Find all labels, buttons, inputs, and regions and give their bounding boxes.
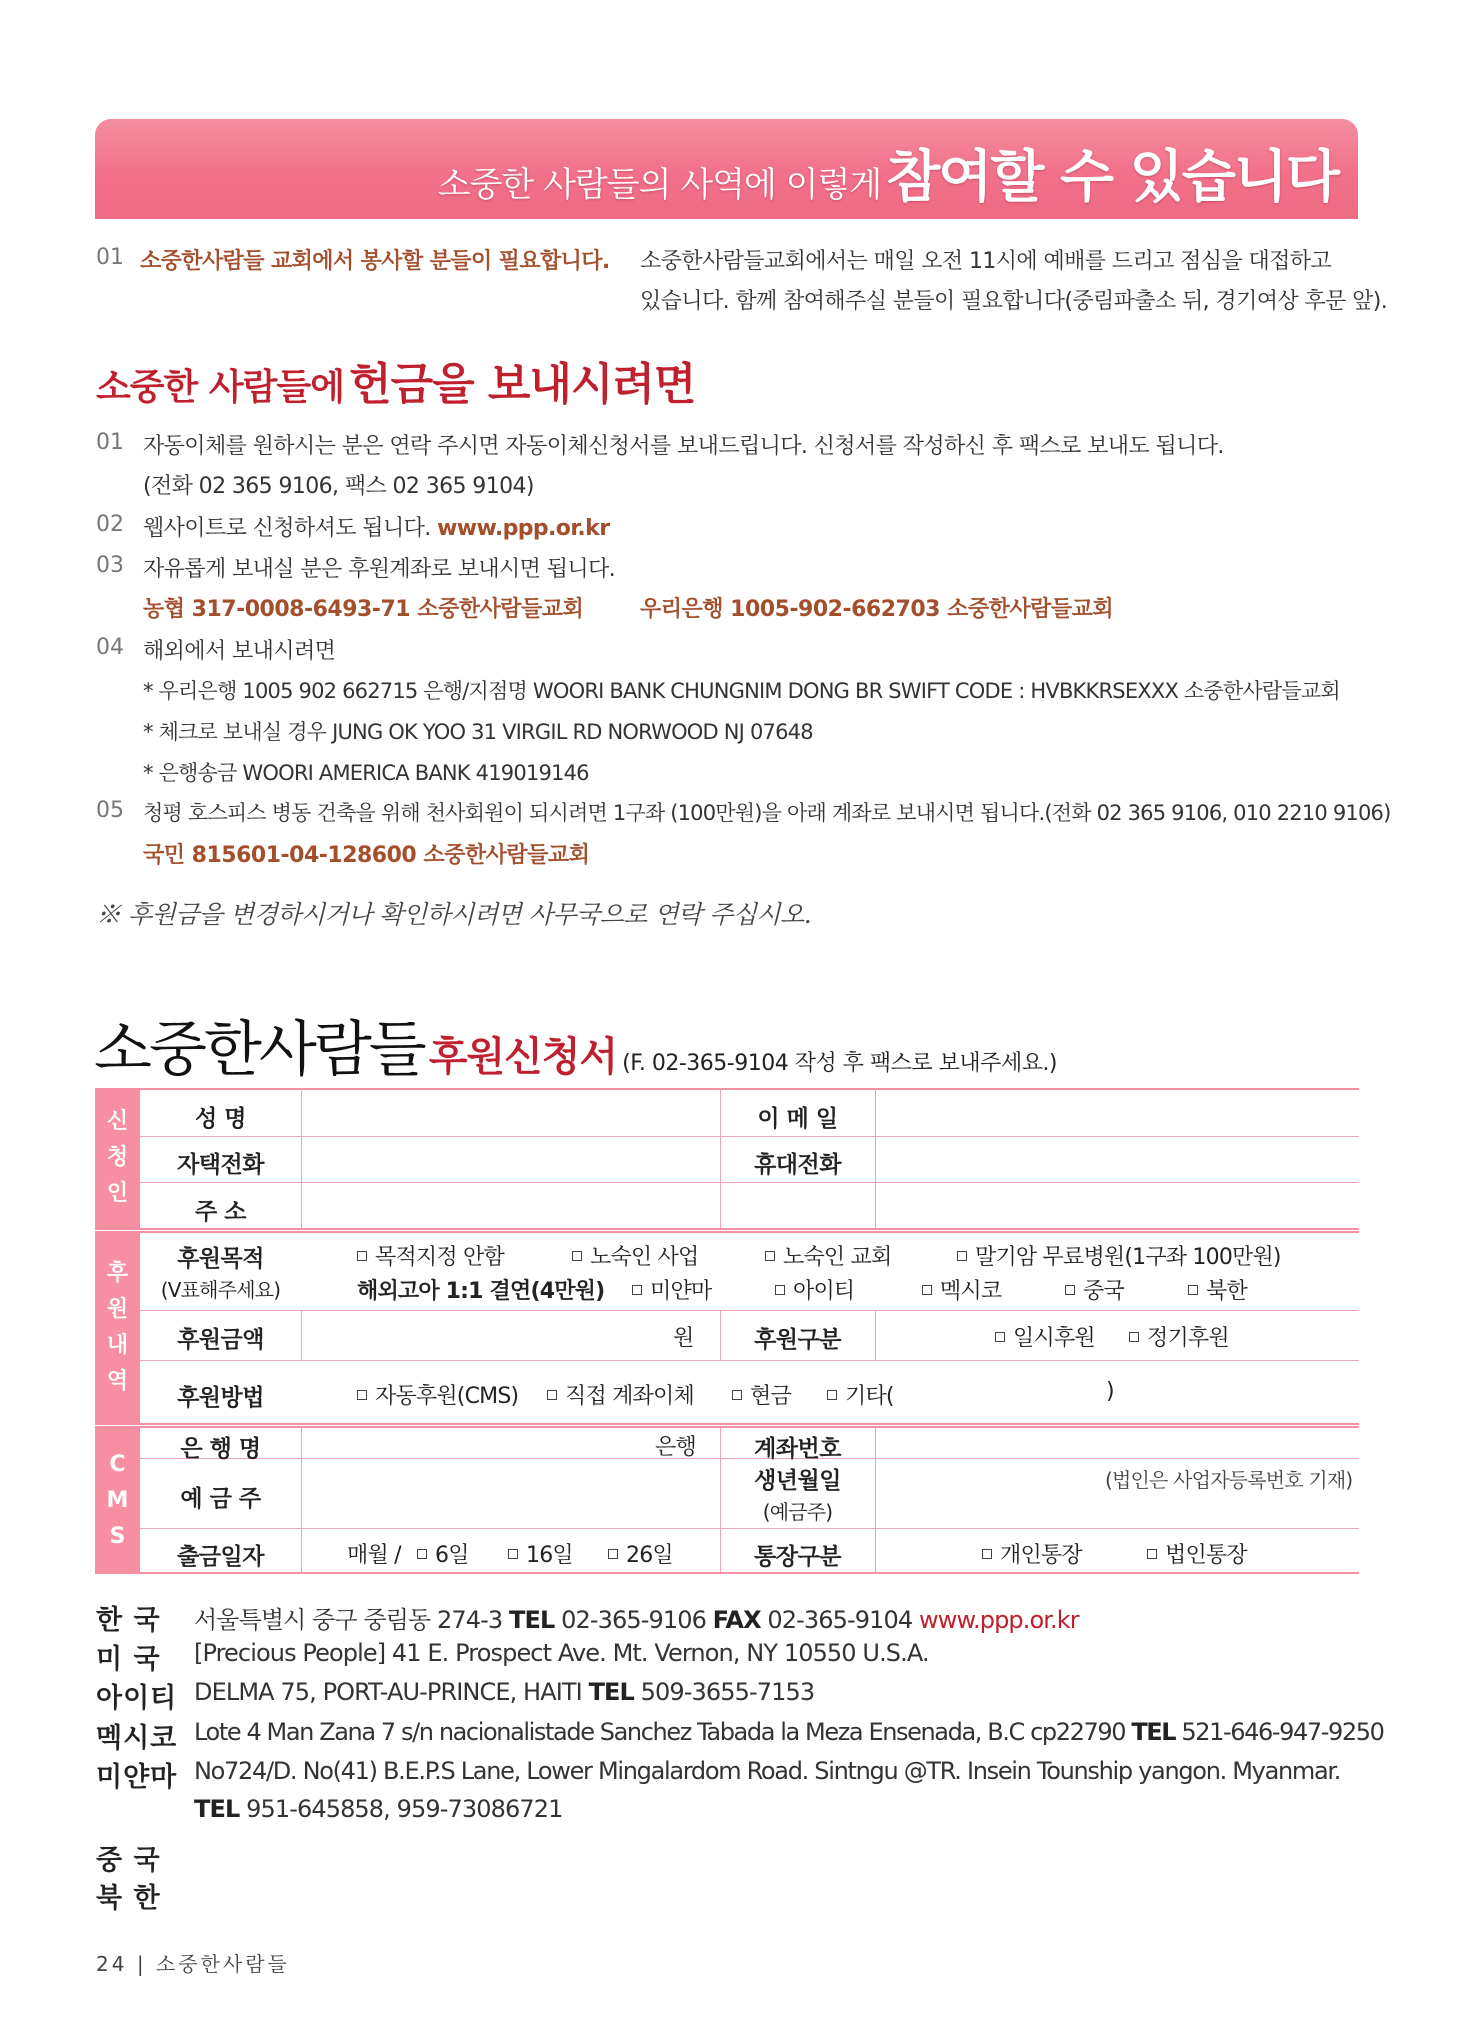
method-option-transfer[interactable]: 직접 계좌이체 xyxy=(547,1379,694,1410)
method-option-cash[interactable]: 현금 xyxy=(732,1379,791,1410)
side-label-donation: 후 원 내 역 xyxy=(95,1233,140,1423)
mobile-field[interactable] xyxy=(881,1138,1351,1180)
address-myanmar-tel: TEL 951-645858, 959-73086721 xyxy=(194,1795,563,1823)
address-label-haiti: 아이티 xyxy=(96,1683,178,1714)
address-label-north-korea: 북 한 xyxy=(96,1883,161,1914)
email-field[interactable] xyxy=(881,1091,1351,1133)
checkbox-icon xyxy=(922,1285,932,1295)
address-haiti: DELMA 75, PORT-AU-PRINCE, HAITI TEL 509-3655-7153 xyxy=(194,1678,815,1706)
email-label: 이 메 일 xyxy=(757,1106,838,1132)
volunteer-title: 소중한사람들 교회에서 봉사할 분들이 필요합니다. xyxy=(140,249,610,274)
type-label: 후원구분 xyxy=(754,1327,841,1353)
checkbox-icon xyxy=(732,1390,742,1400)
item-number: 05 xyxy=(96,798,124,823)
country-option-haiti[interactable]: 아이티 xyxy=(775,1274,854,1305)
checkbox-icon xyxy=(995,1332,1005,1342)
checkbox-icon xyxy=(1065,1285,1075,1295)
item-text: 자동이체를 원하시는 분은 연락 주시면 자동이체신청서를 보내드립니다. 신청서를 작성하신 후 팩스로 보내도 됩니다. xyxy=(143,434,1224,459)
passbook-option-personal[interactable]: 개인통장 xyxy=(982,1538,1082,1569)
method-other-field[interactable] xyxy=(903,1374,1103,1410)
website-link[interactable]: www.ppp.or.kr xyxy=(919,1606,1079,1634)
item-text: 웹사이트로 신청하셔도 됩니다. xyxy=(143,516,431,541)
checkbox-icon xyxy=(417,1549,427,1559)
checkbox-icon xyxy=(1147,1549,1157,1559)
item-text: 청평 호스피스 병동 건축을 위해 천사회원이 되시려면 1구좌 (100만원)을 아래 계좌로 보내시면 됩니다.(전화 02 365 9106, 010 2210 9106) xyxy=(143,801,1391,825)
address-label-myanmar: 미얀마 xyxy=(96,1762,178,1793)
checkbox-icon xyxy=(1129,1332,1139,1342)
account-number-label: 계좌번호 xyxy=(754,1436,841,1462)
item-subtext: * 우리은행 1005 902 662715 은행/지점명 WOORI BANK CHUNGNIM DONG BR SWIFT CODE : HVBKKRSEXXX 소중한사람들교회 xyxy=(143,679,1340,703)
donation-heading-small: 소중한 사람들에 xyxy=(96,366,344,408)
item-text: 해외에서 보내시려면 xyxy=(143,639,336,664)
address-label: 주 소 xyxy=(195,1199,246,1225)
donation-heading xyxy=(96,348,695,412)
type-option-onetime[interactable]: 일시후원 xyxy=(995,1321,1095,1352)
checkbox-icon xyxy=(547,1390,557,1400)
address-myanmar: No724/D. No(41) B.E.P.S Lane, Lower Mingalardom Road. Sintngu @TR. Insein Tounship yangon. Myanmar. xyxy=(194,1757,1341,1785)
mobile-label: 휴대전화 xyxy=(754,1152,841,1178)
address-label-china: 중 국 xyxy=(96,1845,161,1876)
page-footer xyxy=(96,1948,290,1977)
page-number: 24 xyxy=(96,1952,128,1976)
bank-unit: 은행 xyxy=(655,1435,696,1460)
checkbox-icon xyxy=(827,1390,837,1400)
purpose-option-homeless-project[interactable]: 노숙인 사업 xyxy=(572,1240,698,1271)
bank-account: 우리은행 1005-902-662703 소중한사람들교회 xyxy=(640,597,1114,622)
birth-note: (법인은 사업자등록번호 기재) xyxy=(1105,1468,1353,1492)
purpose-label: 후원목적 xyxy=(177,1246,264,1272)
donation-heading-large: 헌금을 보내시려면 xyxy=(349,359,696,410)
address-label-korea: 한 국 xyxy=(96,1605,161,1636)
method-option-cms[interactable]: 자동후원(CMS) xyxy=(357,1379,518,1410)
item-number: 02 xyxy=(96,512,124,537)
form-title: 소중한사람들 xyxy=(94,1015,424,1085)
banner-small-text: 소중한 사람들의 사역에 이렇게 xyxy=(437,165,882,205)
withdraw-option-16[interactable]: 16일 xyxy=(508,1538,573,1569)
item-subtext: * 체크로 보내실 경우 JUNG OK YOO 31 VIRGIL RD NORWOOD NJ 07648 xyxy=(143,720,813,744)
banner-title xyxy=(438,133,1338,213)
footer-separator: | xyxy=(136,1952,147,1976)
withdraw-option-6[interactable]: 6일 xyxy=(417,1538,469,1569)
amount-unit: 원 xyxy=(673,1326,694,1351)
checkbox-icon xyxy=(508,1549,518,1559)
country-option-china[interactable]: 중국 xyxy=(1065,1274,1124,1305)
purpose-option-cancer-hospital[interactable]: 말기암 무료병원(1구좌 100만원) xyxy=(957,1240,1281,1271)
passbook-label: 통장구분 xyxy=(754,1544,841,1570)
account-number-field[interactable] xyxy=(881,1428,1351,1460)
form-subtitle: 후원신청서 xyxy=(428,1033,618,1080)
donation-form xyxy=(95,1088,1359,1574)
withdraw-prefix: 매월 / xyxy=(347,1543,401,1568)
website-link[interactable]: www.ppp.or.kr xyxy=(437,516,610,541)
passbook-option-corporate[interactable]: 법인통장 xyxy=(1147,1538,1247,1569)
checkbox-icon xyxy=(357,1251,367,1261)
address-korea: 서울특별시 중구 중림동 274-3 TEL 02-365-9106 FAX 02-365-9104 www.ppp.or.kr xyxy=(194,1606,1079,1634)
checkbox-icon xyxy=(1188,1285,1198,1295)
footer-title: 소중한사람들 xyxy=(155,1952,290,1976)
method-option-other[interactable]: 기타( xyxy=(827,1379,894,1410)
holder-label: 예 금 주 xyxy=(180,1486,261,1512)
volunteer-number: 01 xyxy=(96,245,124,270)
checkbox-icon xyxy=(982,1549,992,1559)
checkbox-icon xyxy=(572,1251,582,1261)
item-number: 03 xyxy=(96,553,124,578)
birth-label: 생년월일 xyxy=(754,1468,841,1494)
amount-field[interactable] xyxy=(307,1313,713,1357)
item-text: 자유롭게 보내실 분은 후원계좌로 보내시면 됩니다. xyxy=(143,557,616,582)
country-option-north-korea[interactable]: 북한 xyxy=(1188,1274,1247,1305)
fax-note: (F. 02-365-9104 작성 후 팩스로 보내주세요.) xyxy=(622,1051,1058,1076)
home-phone-label: 자택전화 xyxy=(177,1152,264,1178)
type-option-regular[interactable]: 정기후원 xyxy=(1129,1321,1229,1352)
bank-field[interactable] xyxy=(307,1428,713,1460)
checkbox-icon xyxy=(608,1549,618,1559)
item-text: (전화 02 365 9106, 팩스 02 365 9104) xyxy=(143,474,534,499)
checkbox-icon xyxy=(775,1285,785,1295)
item-number: 04 xyxy=(96,635,124,660)
list-item xyxy=(143,511,609,542)
withdraw-option-26[interactable]: 26일 xyxy=(608,1538,673,1569)
name-field[interactable] xyxy=(307,1091,713,1133)
volunteer-line2: 있습니다. 함께 참여해주실 분들이 필요합니다(중림파출소 뒤, 경기여상 후문 앞). xyxy=(640,289,1388,314)
address-field[interactable] xyxy=(307,1184,1351,1226)
checkbox-icon xyxy=(357,1390,367,1400)
address-mexico: Lote 4 Man Zana 7 s/n nacionalistade Sanchez Tabada la Meza Ensenada, B.C cp22790 TEL 521-646-947-9250 xyxy=(194,1718,1384,1746)
name-label: 성 명 xyxy=(195,1106,246,1132)
country-option-mexico[interactable]: 멕시코 xyxy=(922,1274,1001,1305)
item-subtext: * 은행송금 WOORI AMERICA BANK 419019146 xyxy=(143,761,589,785)
home-phone-field[interactable] xyxy=(307,1138,713,1180)
purpose-option-none[interactable]: 목적지정 안함 xyxy=(357,1240,504,1271)
side-label-applicant: 신 청 인 xyxy=(95,1088,140,1228)
method-label: 후원방법 xyxy=(177,1385,264,1411)
form-heading xyxy=(94,1002,1057,1088)
banner xyxy=(95,119,1358,219)
country-option-myanmar[interactable]: 미얀마 xyxy=(632,1274,711,1305)
banner-large-text: 참여할 수 있습니다 xyxy=(886,144,1338,210)
side-label-cms: C M S xyxy=(95,1428,140,1574)
bank-account: 국민 815601-04-128600 소중한사람들교회 xyxy=(143,843,590,868)
contact-note: ※ 후원금을 변경하시거나 확인하시려면 사무국으로 연락 주십시오. xyxy=(96,900,812,929)
address-label-mexico: 멕시코 xyxy=(96,1723,178,1754)
purpose-hint: (V표해주세요) xyxy=(160,1278,281,1302)
method-other-close: ) xyxy=(1106,1379,1114,1404)
item-number: 01 xyxy=(96,430,124,455)
volunteer-line1: 소중한사람들교회에서는 매일 오전 11시에 예배를 드리고 점심을 대접하고 xyxy=(640,249,1332,274)
bank-account: 농협 317-0008-6493-71 소중한사람들교회 xyxy=(143,597,584,622)
holder-field[interactable] xyxy=(307,1460,713,1526)
address-usa: [Precious People] 41 E. Prospect Ave. Mt. Vernon, NY 10550 U.S.A. xyxy=(194,1639,929,1667)
checkbox-icon xyxy=(957,1251,967,1261)
checkbox-icon xyxy=(632,1285,642,1295)
withdraw-date-label: 출금일자 xyxy=(177,1544,264,1570)
purpose-option-homeless-church[interactable]: 노숙인 교회 xyxy=(765,1240,891,1271)
orphan-sponsorship-label: 해외고아 1:1 결연(4만원) xyxy=(357,1279,605,1304)
birth-sublabel: (예금주) xyxy=(762,1500,833,1524)
checkbox-icon xyxy=(765,1251,775,1261)
address-label-usa: 미 국 xyxy=(96,1644,161,1675)
bank-label: 은 행 명 xyxy=(180,1436,261,1462)
amount-label: 후원금액 xyxy=(177,1327,264,1353)
